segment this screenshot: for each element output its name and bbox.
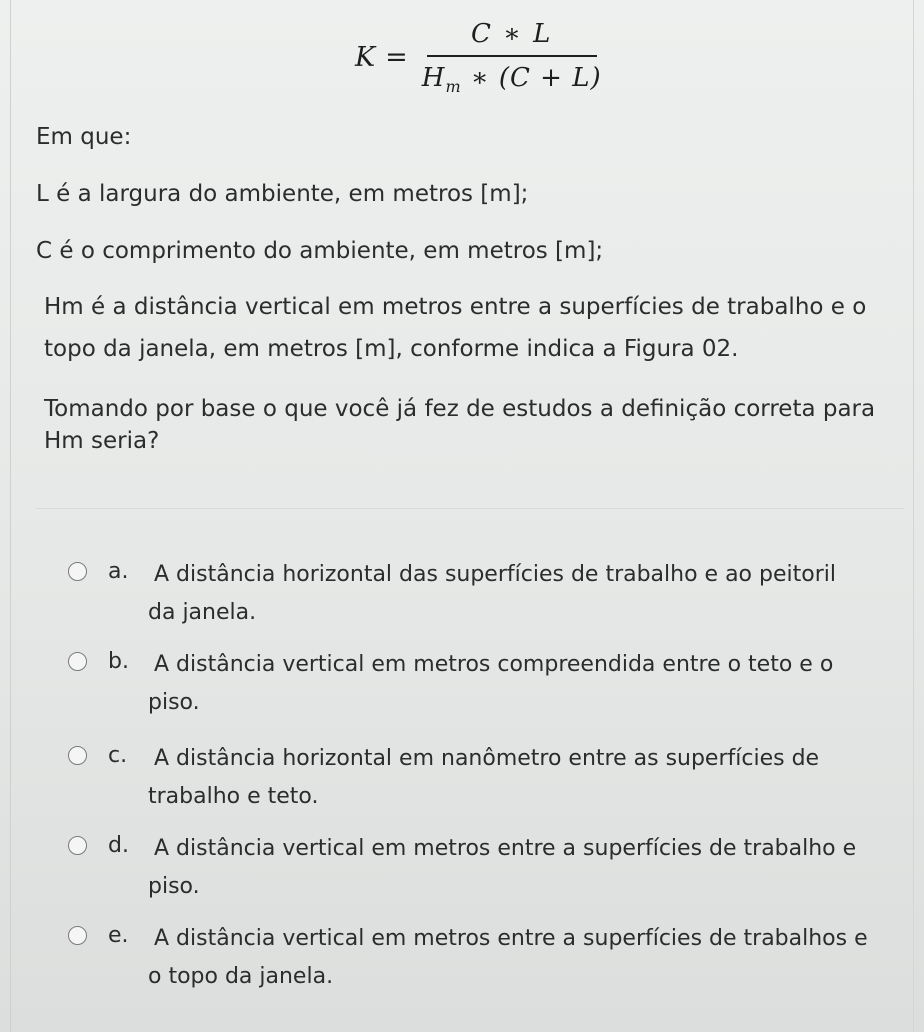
option-text-line1: A distância horizontal em nanômetro entre as superfícies de xyxy=(154,746,820,771)
option-text-line2: piso. xyxy=(148,874,200,899)
formula-equals: = xyxy=(385,41,408,73)
formula-lhs: K xyxy=(355,41,376,73)
formula-k xyxy=(355,12,602,102)
left-border-line xyxy=(10,0,11,1032)
option-label[interactable] xyxy=(148,556,914,632)
option-letter: e. xyxy=(108,923,129,948)
definition-hm-line1: Hm é a distância vertical em metros entre a superfícies de trabalho e o xyxy=(44,294,867,320)
option-letter: c. xyxy=(108,743,128,768)
option-label[interactable] xyxy=(148,830,914,906)
option-text-line2: da janela. xyxy=(148,600,257,625)
option-text-line2: trabalho e teto. xyxy=(148,784,319,809)
formula-numerator: C ∗ L xyxy=(471,18,553,49)
radio-button-b[interactable] xyxy=(68,652,87,671)
option-text-line1: A distância vertical em metros compreendida entre o teto e o xyxy=(154,652,834,677)
question-line2: Hm seria? xyxy=(44,428,160,454)
option-text-line1: A distância vertical em metros entre a superfícies de trabalho e xyxy=(154,836,857,861)
definition-c: C é o comprimento do ambiente, em metros [m]; xyxy=(36,238,604,264)
radio-button-c[interactable] xyxy=(68,746,87,765)
em-que-label: Em que: xyxy=(36,124,132,150)
definition-hm-line2: topo da janela, em metros [m], conforme indica a Figura 02. xyxy=(44,336,739,362)
denominator-subscript: m xyxy=(445,76,462,96)
option-label[interactable] xyxy=(148,920,914,996)
radio-button-a[interactable] xyxy=(68,562,87,581)
option-letter: b. xyxy=(108,649,129,674)
option-text-line2: piso. xyxy=(148,690,200,715)
denominator-h: H xyxy=(421,62,446,93)
formula-fraction xyxy=(422,19,602,96)
option-label[interactable] xyxy=(148,740,914,816)
option-text-line2: o topo da janela. xyxy=(148,964,334,989)
question-line1: Tomando por base o que você já fez de estudos a definição correta para xyxy=(44,396,876,422)
formula-denominator xyxy=(422,57,602,96)
section-divider xyxy=(36,508,904,509)
option-label[interactable] xyxy=(148,646,914,722)
radio-button-d[interactable] xyxy=(68,836,87,855)
option-text-line1: A distância horizontal das superfícies de trabalho e ao peitoril xyxy=(154,562,836,587)
option-letter: d. xyxy=(108,833,129,858)
definition-l: L é a largura do ambiente, em metros [m]; xyxy=(36,181,529,207)
option-letter: a. xyxy=(108,559,129,584)
denominator-rest: ∗ (C + L) xyxy=(461,62,602,93)
radio-button-e[interactable] xyxy=(68,926,87,945)
option-text-line1: A distância vertical em metros entre a superfícies de trabalhos e xyxy=(154,926,868,951)
